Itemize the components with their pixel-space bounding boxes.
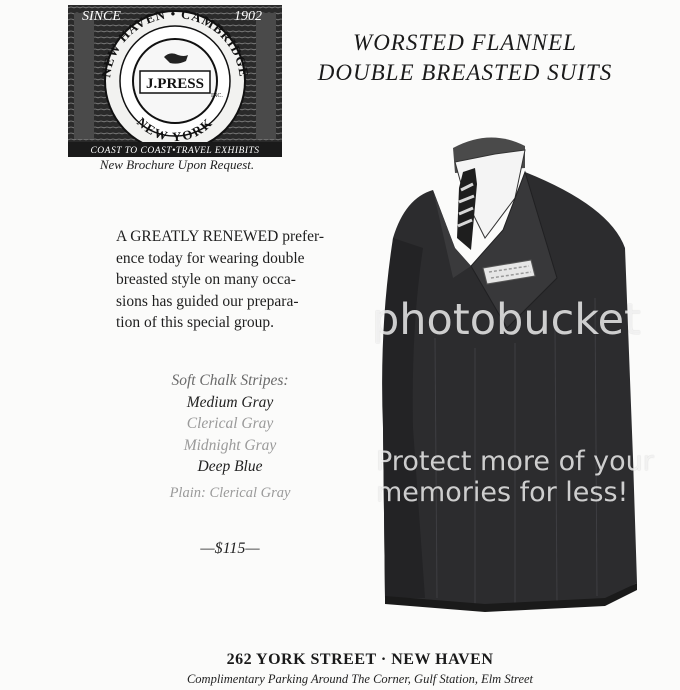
- banner-text: COAST TO COAST•TRAVEL EXHIBITS: [90, 146, 260, 156]
- price: —$115—: [200, 540, 260, 557]
- fabric-item: Midnight Gray: [183, 436, 277, 454]
- suit-illustration: [375, 128, 645, 613]
- watermark-tagline: Protect more of your memories for less!: [376, 446, 654, 508]
- since-text: SINCE: [82, 9, 121, 24]
- body-line: ence today for wearing double: [116, 249, 305, 267]
- headline-line-1: WORSTED FLANNEL: [353, 30, 577, 55]
- fabric-item: Clerical Gray: [186, 415, 274, 432]
- ring-bottom-text: NEW YORK: [133, 114, 217, 145]
- brand-suffix-text: INC.: [211, 93, 223, 99]
- fabric-item: Medium Gray: [186, 393, 274, 411]
- body-line: tion of this special group.: [116, 314, 274, 331]
- brochure-note: New Brochure Upon Request.: [99, 157, 255, 172]
- body-copy: [116, 226, 356, 334]
- fabric-item: Deep Blue: [197, 458, 263, 475]
- brand-text: J.PRESS: [146, 76, 204, 92]
- body-line: breasted style on many occa-: [116, 271, 296, 288]
- suit-jacket-icon: [375, 128, 645, 613]
- fabric-heading: Soft Chalk Stripes:: [171, 372, 289, 389]
- fabric-list: [130, 370, 330, 504]
- body-line: sions has guided our prepara-: [116, 292, 299, 310]
- j-press-logo: [68, 5, 282, 157]
- store-address: 262 YORK STREET · NEW HAVEN: [226, 651, 494, 668]
- ring-top-text: NEW HAVEN • CAMBRIDGE: [98, 5, 252, 79]
- body-line: A GREATLY RENEWED prefer-: [116, 228, 325, 245]
- logo-text-layer: [68, 5, 282, 157]
- year-text: 1902: [234, 9, 262, 24]
- parking-note: Complimentary Parking Around The Corner, Gulf Station, Elm Street: [186, 672, 534, 686]
- headline: [300, 28, 630, 88]
- headline-line-2: DOUBLE BREASTED SUITS: [317, 60, 613, 85]
- watermark-logo: photobucket: [372, 295, 641, 345]
- fabric-plain: Plain: Clerical Gray: [169, 484, 291, 501]
